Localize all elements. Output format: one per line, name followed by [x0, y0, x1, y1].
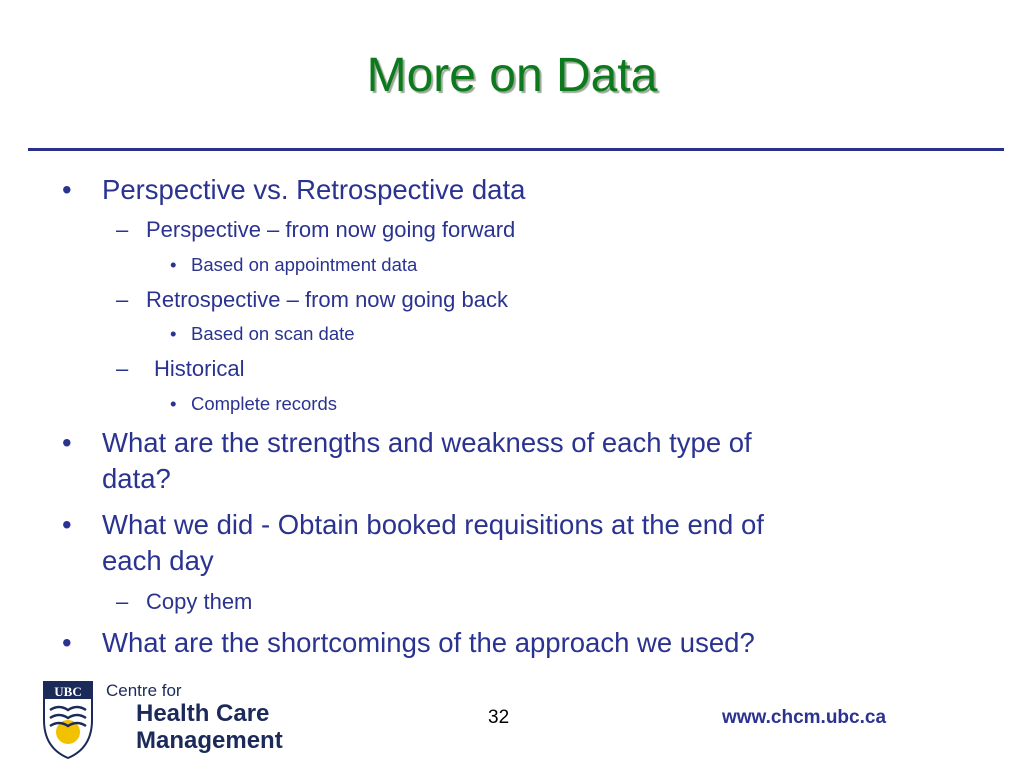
dash-marker: –	[116, 217, 129, 242]
bullet-marker: •	[62, 627, 72, 658]
bullet-marker: •	[170, 323, 177, 344]
sub-sub-bullet-text: Based on scan date	[191, 323, 355, 344]
page-number: 32	[488, 707, 510, 728]
dash-marker: –	[116, 356, 129, 381]
bullet-text: each day	[102, 545, 214, 576]
logo-line1: Centre for	[106, 681, 182, 700]
slide-title: More on Data	[366, 49, 658, 102]
logo-line2: Health Care	[136, 700, 270, 727]
logo-line3: Management	[136, 727, 283, 754]
bullet-text: data?	[102, 463, 171, 494]
dash-marker: –	[116, 287, 129, 312]
sub-bullet-text: Copy them	[146, 589, 253, 614]
bullet-marker: •	[62, 174, 72, 205]
dash-marker: –	[116, 589, 129, 614]
bullet-marker: •	[62, 427, 72, 458]
sub-sub-bullet-text: Based on appointment data	[191, 254, 418, 275]
bullet-marker: •	[170, 393, 177, 414]
sub-sub-bullet-text: Complete records	[191, 393, 338, 414]
bullet-marker: •	[170, 254, 177, 275]
sub-bullet-text: Historical	[154, 356, 245, 381]
bullet-text: What are the shortcomings of the approach we used?	[102, 627, 755, 658]
bullet-text: What are the strengths and weakness of each type of	[102, 427, 752, 458]
sub-bullet-text: Retrospective – from now going back	[146, 287, 508, 312]
bullet-marker: •	[62, 509, 72, 540]
logo-badge-text: UBC	[54, 684, 82, 699]
bullet-text: What we did - Obtain booked requisitions at the end of	[102, 509, 764, 540]
footer-url: www.chcm.ubc.ca	[722, 707, 887, 728]
bullet-text: Perspective vs. Retrospective data	[102, 174, 526, 205]
sub-bullet-text: Perspective – from now going forward	[146, 217, 516, 242]
